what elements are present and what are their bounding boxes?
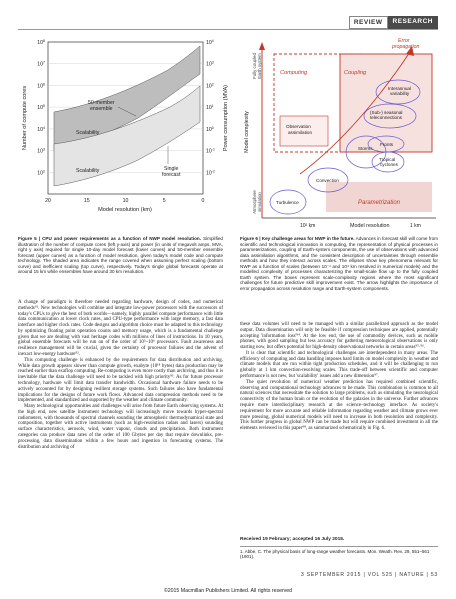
copyright-line: ©2015 Macmillan Publishers Limited. All rights reserved (163, 588, 293, 594)
x-axis-label: Model resolution (350, 223, 390, 229)
svg-text:104: $10^4$ (206, 39, 214, 46)
figure-5-caption-title: Figure 5 | CPU and power requirements as a function of NWP model resolution. (18, 236, 201, 241)
paragraph: The quiet revolution of numerical weather prediction has required combined scientific, observing and computational technology advances to be made. This combination is common to all natural sciences that necessitate the solution to large problems, such as simulating the neurological connectivity of the human brain or the evolution of the galaxies in the universe. Further advances require more interdisciplinary research at the science–technology interface. As society's requirement for more accurate and reliable information regarding weather and climate grows ever more pressing, global numerical models will need to increase in both resolution and complexity. This further progress in global NWP can be made but will require combined investment in all the elements reviewed in this paper⁹⁸, as summarized schematically in Fig. 6. (240, 379, 438, 432)
svg-text:10-2: $10^{-2}$ (206, 169, 215, 177)
svg-text:15: 15 (83, 198, 90, 204)
page-footer: 3 SEPTEMBER 2015 | VOL 525 | NATURE | 53 (300, 572, 438, 578)
left-axis-ticks (37, 39, 45, 176)
svg-text:102: $10^2$ (37, 169, 45, 177)
svg-text:103: $10^3$ (206, 60, 214, 68)
bottom-axis-label: Atmospheresimulation (252, 190, 262, 214)
obs-label-2: assimilation (288, 130, 312, 135)
paragraph: This computing challenge is enhanced by the requirements for data distribution and archiving. While data growth appears slower than compute growth, exabyte (10¹⁸ bytes) data production may be reached earlier than exaflop computing. Re-computing is even more costly than archiving, and thus it is inevitable that the data challenge will need to be tackled with high priority⁹³. As for future processor technology, hardware will limit data transfer bandwidth. Occasional hardware failure needs to be actively accounted for by designing resilient storage systems. Such failures also have fundamental implications for the designs of future work flows. Advanced data compression methods need to be implemented, and standardized and supported by the weather and climate community. (18, 357, 223, 404)
section-label: REVIEW (349, 16, 388, 29)
figure-6-caption-body: Advances in forecast skill will come from scientific and technological innovation in computing, the representation of physical processes in parameterizations, coupling of Earth-system components, the use of observations with advanced data assimilation algorithms, and the consistent description of uncertainties through ensemble methods and how they interact across scales. The ellipses show key phenomena relevant for NWP as a function of scales (between 10⁻¹ and 10⁴ km resolved in numerical models) and the modelled complexity of processes characterizing the small-scale flow up to the fully coupled Earth system. The boxes represent scale-complexity regions where the most significant challenges for future predictive skill improvement exist. The arrow highlights the importance of error propagation across resolution range and Earth-system components. (240, 236, 438, 291)
coupling-label: Coupling (344, 70, 367, 76)
subseasonal-label-1: (Sub-) seasonal (370, 110, 403, 115)
coupling-box (340, 54, 432, 152)
turbulence-label: Turbulence (276, 200, 299, 205)
convection-label: Convection (316, 178, 339, 183)
x-axis-label: Model resolution (km) (98, 207, 152, 213)
svg-text:104: $10^4$ (37, 125, 45, 133)
figure-6-caption-title: Figure 6 | Key challenge areas for NWP in the future. (240, 236, 355, 241)
fronts-label: Fronts (380, 142, 394, 147)
tropical-label-2: cyclones (380, 162, 398, 167)
received-line: Received 19 February; accepted 16 July 2015. (240, 537, 345, 542)
svg-text:105: $10^5$ (37, 104, 45, 112)
svg-text:10: 10 (122, 198, 129, 204)
x-tick-2: 1 km (410, 223, 421, 229)
top-axis-label: Fully coupledEarth system (252, 53, 262, 79)
figure-6 (240, 32, 440, 232)
parametrization-region (326, 182, 432, 212)
paragraph: A change of paradigm is therefore needed regarding hardware, design of codes, and numerical methods⁹¹. New technologies will combine and integrate low-power processors with the successors of today's CPUs to give the best of both worlds—namely, highly parallel compute performance with little data communication at lower clock rates, and CPU-type performance with large memory, a fast data interface and higher clock rates. Code designs and algorithm choice must be adapted to this technology by optimizing floating point operation counts and memory usage, which is a fundamental challenge given that we are dealing with vast heritage codes with millions of lines of instructions. In 10 years, global ensemble forecasts will be run on of the order of 10⁵–10⁶ processors. Fault awareness and resilience management will be crucial, given the certainty of processor failures and the advent of inexact low-energy hardware⁹². (18, 300, 223, 358)
scalability-label-lower: Scalability (76, 168, 100, 174)
figure-5-caption-body: Simplified illustration of the number of compute cores (left y-axis) and power (in units of megavolt amps, MVA, right y axis) required for single 10-day model forecast (lower curves) and 50-member ensemble forecast (upper curves) as a function of model resolution, given today's model code and compute technology. The shaded area indicates the range covered when assuming perfect scaling (bottom curve) and inefficient scaling (top curve), respectively. Today's single global forecasts operate at around 15 km while ensembles have around 30 km resolution. (18, 236, 223, 275)
subseasonal-label-2: teleconnections (370, 115, 402, 120)
y-right-label: Power consumption (MVA) (223, 84, 229, 152)
storms-label: Storms (358, 146, 373, 151)
reference-1: 1. Abbe, C. The physical basis of long-range weather forecasts. Mon. Weath. Rev. 29, 551–561 (1901). (240, 549, 430, 560)
parametrization-label: Parametrization (358, 200, 401, 206)
y-axis-label: Model complexity (244, 111, 250, 153)
x-tick-1: 10² km (300, 223, 316, 229)
reference-rule (240, 546, 438, 547)
section-tag: RESEARCH (388, 16, 438, 29)
interannual-label-2: variability (390, 91, 410, 96)
left-column (18, 300, 223, 450)
ensemble-label-1: 50-member (88, 100, 115, 106)
right-axis-ticks (206, 39, 215, 176)
error-label-2: propagation (392, 44, 420, 50)
computing-label: Computing (280, 70, 308, 76)
svg-text:108: $10^8$ (37, 39, 45, 46)
svg-text:0: 0 (201, 198, 205, 204)
svg-text:102: $10^2$ (206, 82, 214, 90)
error-label-1: Error (398, 38, 410, 44)
paragraph: these data volumes will need to be managed with a similar parallelized approach as the model output. Data dissemination will only be feasible if compression techniques are applied, potentially accepting 'information loss'⁹⁴. At the low end, the use of commodity devices, such as mobile phones, with good sampling but less accuracy for gathering meteorological observations is only starting now, but offers potential for high-density observational networks in certain areas⁹⁵·⁹⁶. (240, 322, 438, 351)
figure-6-diagram (240, 32, 440, 232)
obs-label-1: Observation (286, 124, 311, 129)
svg-text:10-1: $10^{-1}$ (206, 147, 215, 155)
svg-text:103: $10^3$ (37, 147, 45, 155)
ensemble-label-2: ensemble (90, 106, 113, 112)
figure-5-caption (18, 236, 223, 275)
figure-5 (18, 34, 233, 234)
paragraph: Many technological opportunities and challenges will arise from future Earth observing systems. At the high end, new satellite instrument technology will increasingly move towards hyper-spectral radiometers, with thousands of spectral channels sounding the atmospheric thermodynamical state and composition, together with active instruments (such as high-resolution radars and lasers) sounding surface characteristics, aerosols, wind, water vapour, clouds and precipitation. Both instrument categories can produce data rates of the order of 100 Gbytes per day that require downlinks, pre-processing, data dissemination within a few hours and ingestion in forecasting systems. The distribution and archiving of (18, 404, 223, 450)
svg-text:107: $10^7$ (37, 60, 45, 68)
header-rule (18, 29, 438, 30)
x-axis-ticks (45, 198, 204, 204)
interannual-label-1: Interannual (388, 86, 411, 91)
paragraph: It is clear that scientific and technological challenges are interdependent in many areas. The efficiency of computing and data handling imposes hard limits on model complexity in weather and climate models that are run within tight production schedules, and it will be challenging to run globally at 1 km convection-resolving scales. This trade-off between scientific and computer performance is not new, but 'scalability' issues add a new dimension⁹⁷. (240, 350, 438, 380)
right-column (240, 322, 438, 432)
tropical-label-1: Tropical (379, 157, 396, 162)
figure-6-caption (240, 236, 438, 291)
y-left-label: Number of compute cores (22, 85, 28, 151)
scalability-label-upper: Scalability (76, 130, 100, 136)
single-label-1: Single (164, 166, 179, 172)
svg-text:100: $10^0$ (206, 125, 214, 133)
svg-text:20: 20 (45, 198, 51, 204)
svg-text:101: $10^1$ (206, 104, 214, 112)
svg-text:5: 5 (162, 198, 166, 204)
figure-5-plot (18, 34, 233, 234)
svg-text:106: $10^6$ (37, 82, 45, 90)
single-label-2: forecast (162, 172, 181, 178)
section-header (349, 16, 438, 29)
